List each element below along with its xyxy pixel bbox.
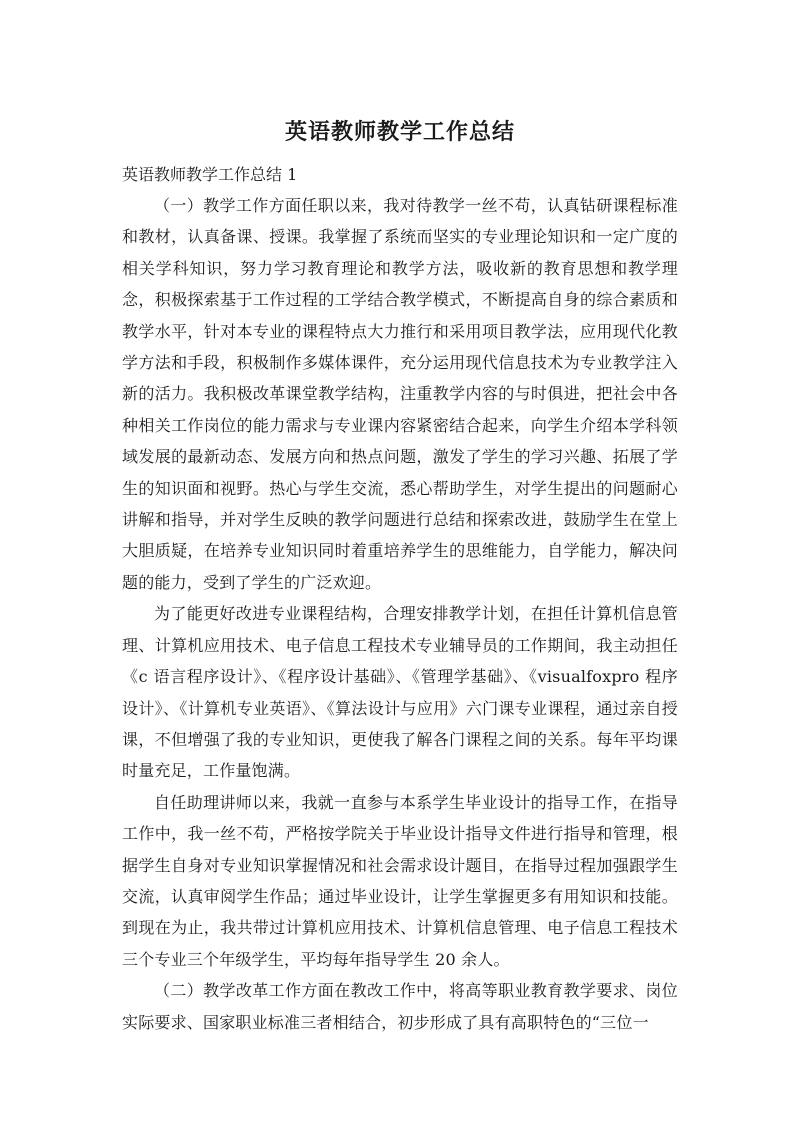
paragraph-teaching-reform: （二）教学改革工作方面在教改工作中，将高等职业教育教学要求、岗位实际要求、国家职业标准三者相结合，初步形成了具有高职特色的“三位一 [122, 981, 678, 1032]
paragraph-teaching-work: （一）教学工作方面任职以来，我对待教学一丝不苟，认真钻研课程标准和教材，认真备课、授课。我掌握了系统而坚实的专业理论知识和一定广度的相关学科知识，努力学习教育理论和教学方法，吸收新的教育思想和教学理念，积极探索基于工作过程的工学结合教学模式，不断提高自身的综合素质和教学水平，针对本专业的课程特点大力推行和采用项目教学法，应用现代化教学方法和手段，积极制作多媒体课件，充分运用现代信息技术为专业教学注入新的活力。我积极改革课堂教学结构，注重教学内容的与时俱进，把社会中各种相关工作岗位的能力需求与专业课内容紧密结合起来，向学生介绍本学科领域发展的最新动态、发展方向和热点问题，激发了学生的学习兴趣、拓展了学生的知识面和视野。热心与学生交流，悉心帮助学生，对学生提出的问题耐心讲解和指导，并对学生反映的教学问题进行总结和探索改进，鼓励学生在堂上大胆质疑，在培养专业知识同时着重培养学生的思维能力，自学能力，解决问题的能力，受到了学生的广泛欢迎。 [122, 196, 678, 592]
document-title: 英语教师教学工作总结 [284, 120, 515, 145]
section-heading: 英语教师教学工作总结 1 [122, 165, 298, 184]
paragraph-course-structure: 为了能更好改进专业课程结构，合理安排教学计划，在担任计算机信息管理、计算机应用技术、电子信息工程技术专业辅导员的工作期间，我主动担任《c 语言程序设计》、《程序设计基础》、《管理学基础》、《visualfoxpro 程序设计》、《计算机专业英语》、《算法设计与应用》六门课专业课程，通过亲自授课，不但增强了我的专业知识，更使我了解各门课程之间的关系。每年平均课时量充足，工作量饱满。 [122, 604, 678, 781]
document-body [122, 160, 678, 1038]
paragraph-graduation-design: 自任助理讲师以来，我就一直参与本系学生毕业设计的指导工作，在指导工作中，我一丝不苟，严格按学院关于毕业设计指导文件进行指导和管理，根据学生自身对专业知识掌握情况和社会需求设计题目，在指导过程加强跟学生交流，认真审阅学生作品；通过毕业设计，让学生掌握更多有用知识和技能。到现在为止，我共带过计算机应用技术、计算机信息管理、电子信息工程技术三个专业三个年级学生，平均每年指导学生 20 余人。 [122, 792, 678, 969]
